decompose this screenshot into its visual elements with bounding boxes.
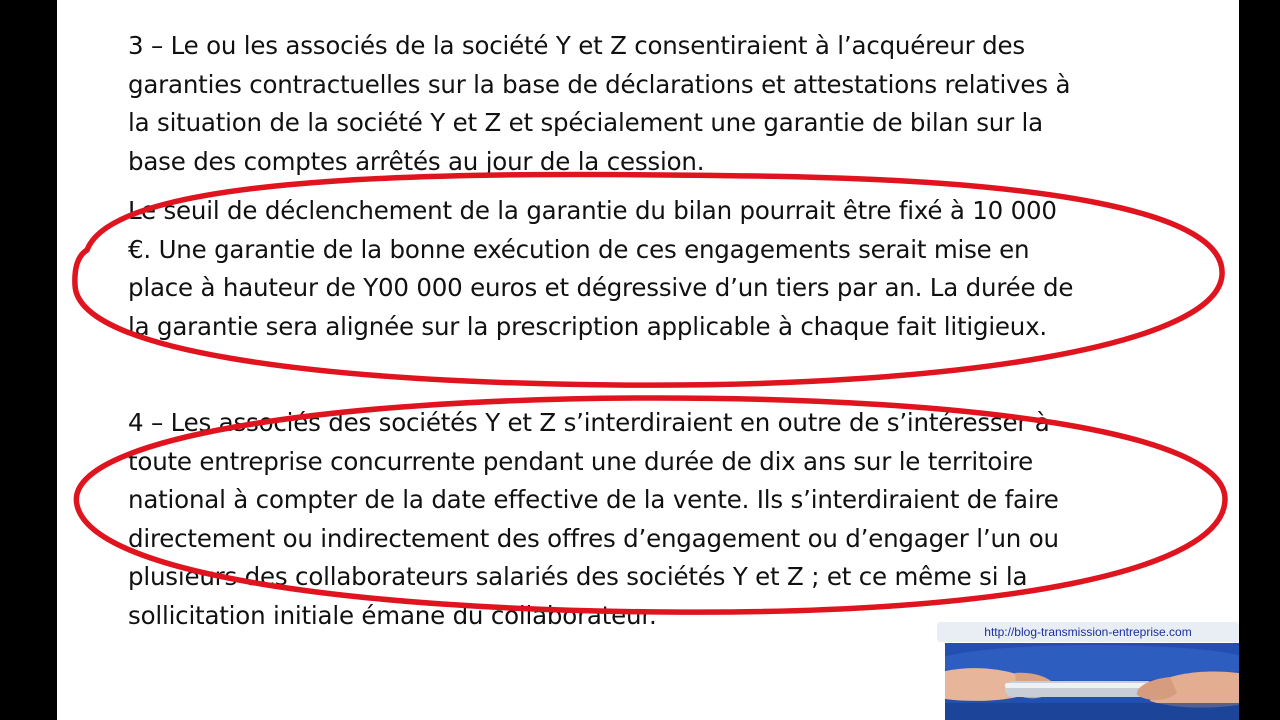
paragraph-line: directement ou indirectement des offres d’engagement ou d’engager l’un ou [128,523,1059,553]
slide-page [57,0,1239,720]
paragraph-line: 3 – Le ou les associés de la société Y et Z consentiraient à l’acquéreur des [128,31,1025,60]
paragraph-line: sollicitation initiale émane du collaborateur. [128,600,657,630]
paragraph-line: place à hauteur de Y00 000 euros et dégressive d’un tiers par an. La durée de [128,273,1074,302]
paragraph-4 [128,404,1188,635]
handshake-photo [945,643,1239,720]
paragraph-line: base des comptes arrêtés au jour de la cession. [128,146,705,176]
paragraph-line: national à compter de la date effective de la vente. Ils s’interdiraient de faire [128,485,1059,514]
blog-url-label[interactable]: http://blog-transmission-entreprise.com [937,622,1239,642]
paragraph-line: garanties contractuelles sur la base de déclarations et attestations relatives à [128,69,1071,99]
paragraph-line: la situation de la société Y et Z et spécialement une garantie de bilan sur la [128,108,1043,137]
paragraph-line: 4 – Les associés des sociétés Y et Z s’interdiraient en outre de s’intéresser à [128,408,1050,437]
relay-baton-icon [945,643,1239,720]
paragraph-3-guarantee [128,192,1188,346]
paragraph-line: plusieurs des collaborateurs salariés des sociétés Y et Z ; et ce même si la [128,562,1028,591]
paragraph-line: toute entreprise concurrente pendant une durée de dix ans sur le territoire [128,446,1033,476]
paragraph-line: la garantie sera alignée sur la prescription applicable à chaque fait litigieux. [128,311,1048,341]
paragraph-line: Le seuil de déclenchement de la garantie du bilan pourrait être fixé à 10 000 [128,196,1057,225]
paragraph-3 [128,27,1188,181]
paragraph-line: €. Une garantie de la bonne exécution de ces engagements serait mise en [128,234,1030,264]
